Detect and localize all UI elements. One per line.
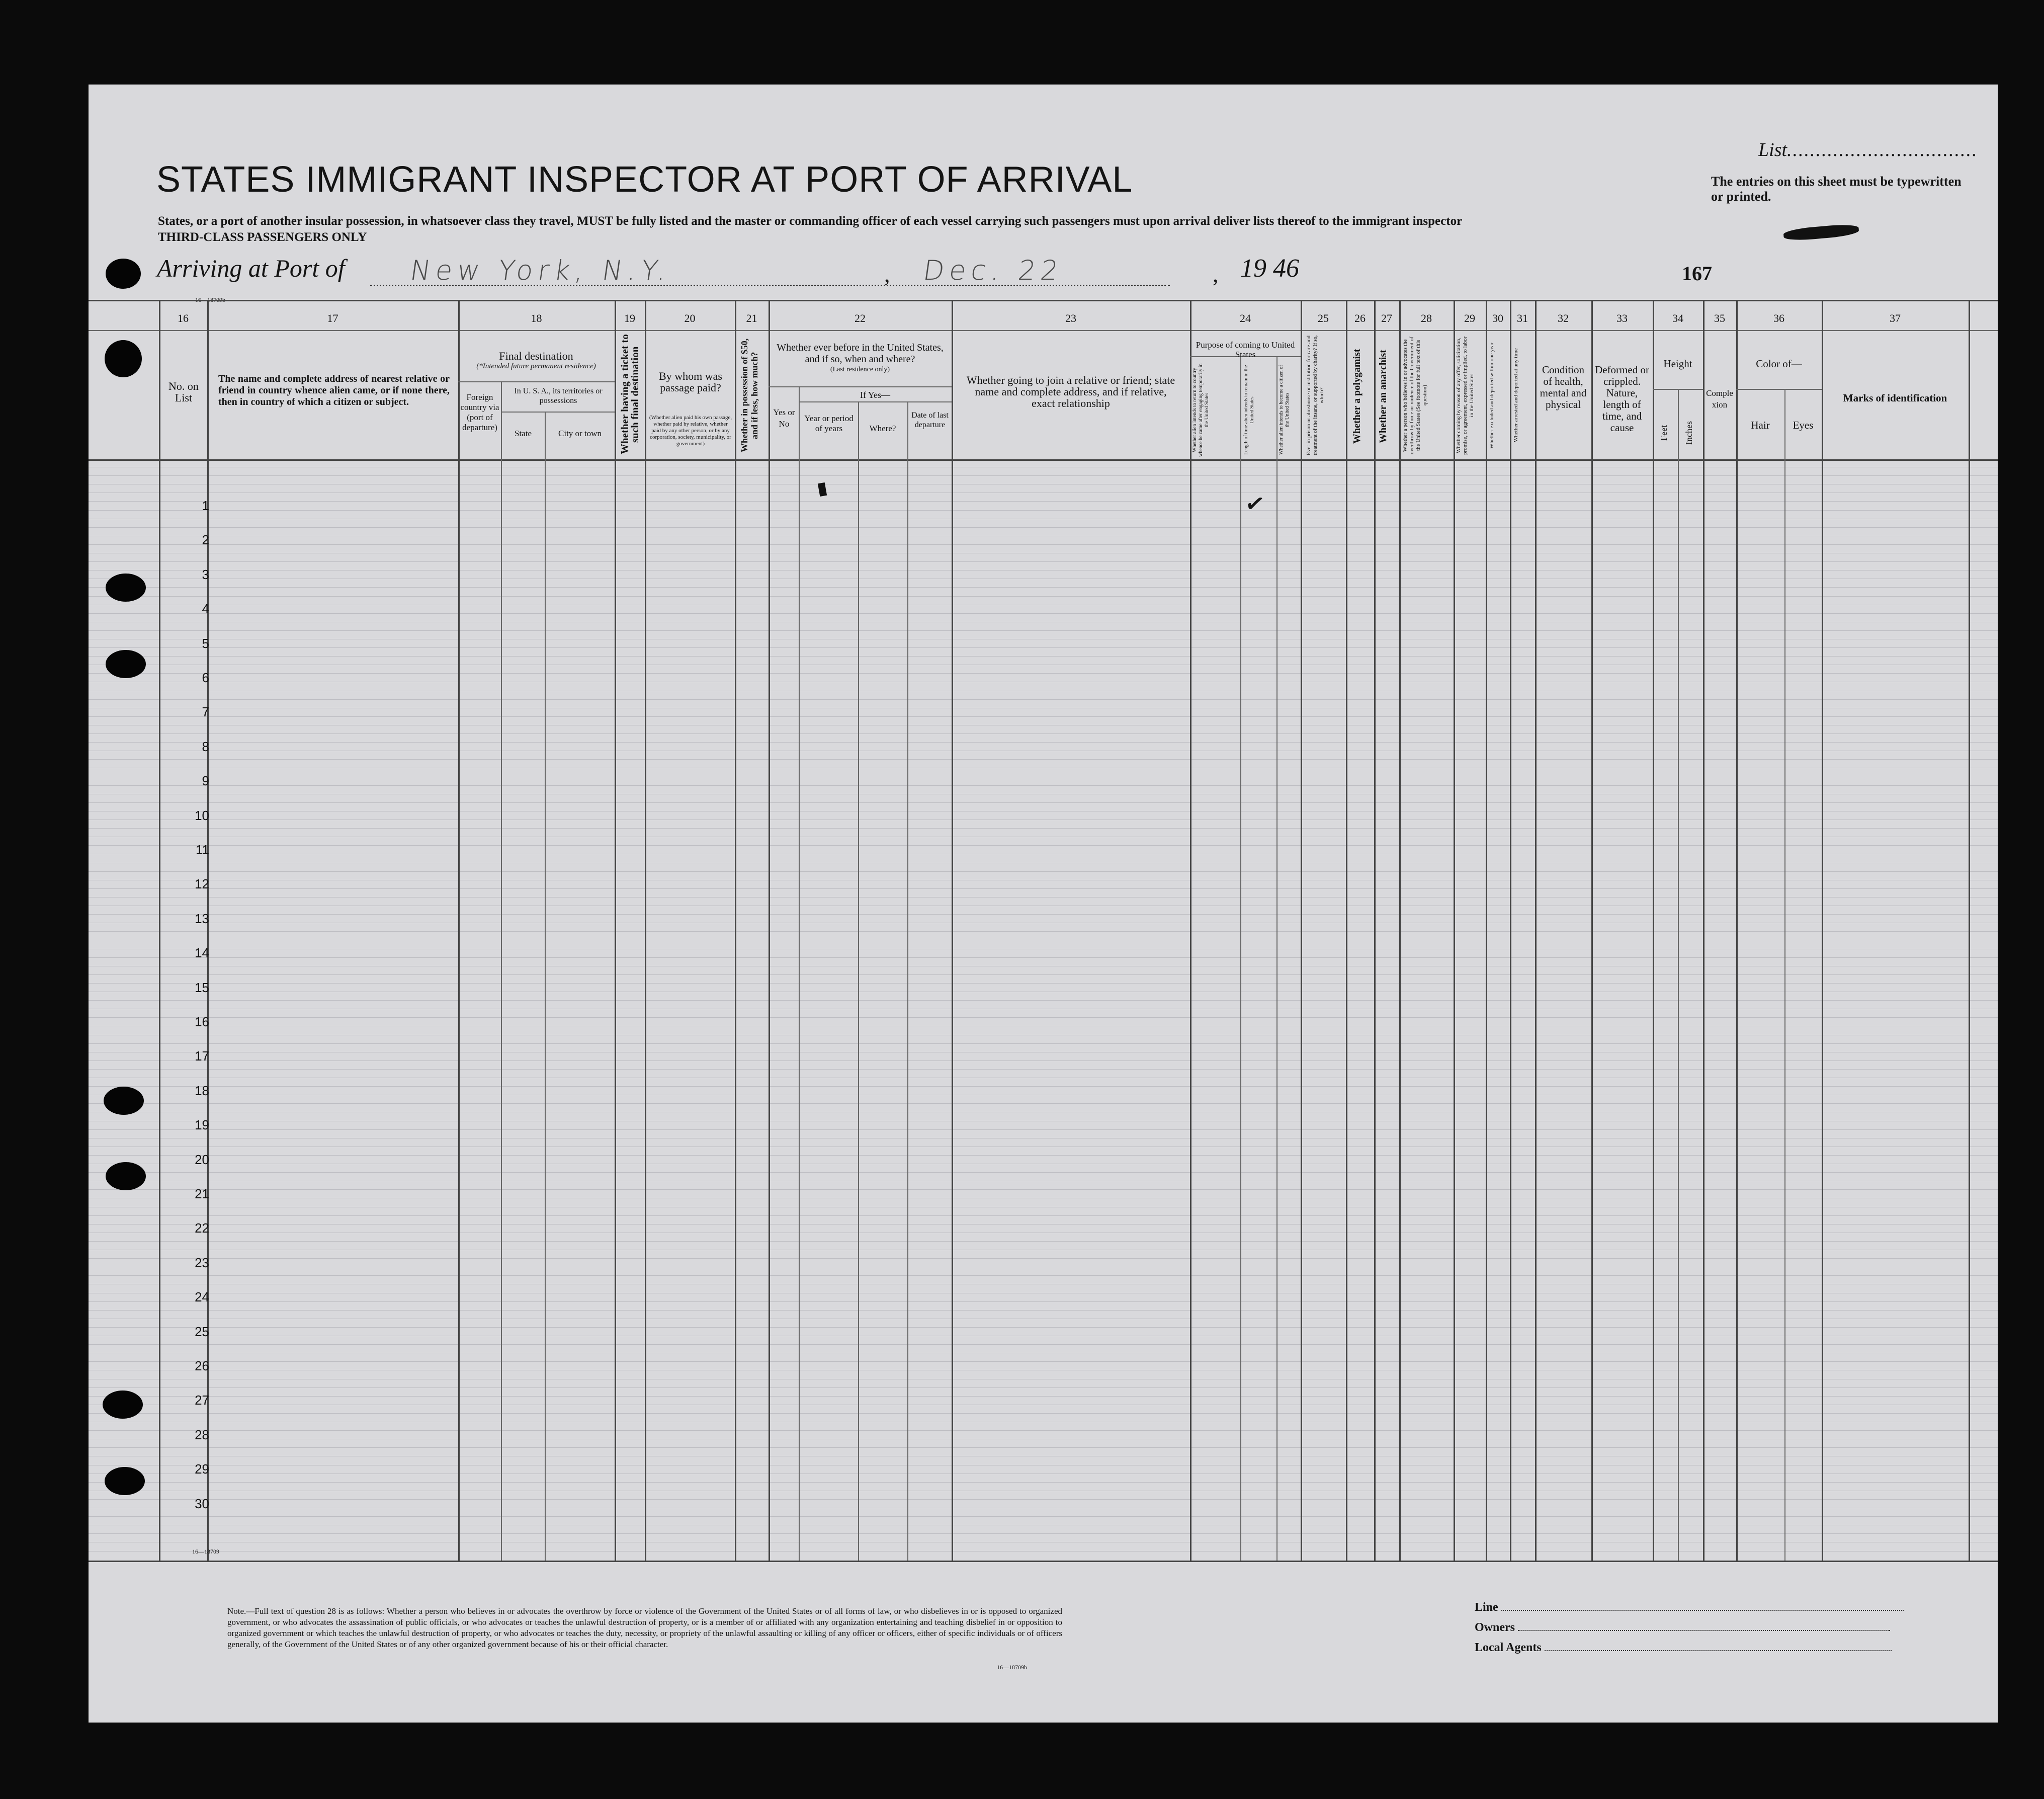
ruling-line xyxy=(89,931,1998,932)
footnote: Note.—Full text of question 28 is as follows: Whether a person who believes in or advocates the overthrow by force or violence of the Government of the United States or of all forms of law, or who disbelieves in or is opposed to organized government, or who advocates the assassination of public officials, or who advocates or teaches the unlawful destruction of property, or is a member of or affiliated with any organization entertaining and teaching disbelief in or opposition to organized government or which teaches the unlawful destruction of property, or who advocates or teaches the duty, necessity, or propriety of the unlawful assaulting or killing of any officer or officers, either of specific individuals or of officers generally, of the Government of the United States or of any other organized government because of his or their official character. xyxy=(227,1606,1062,1649)
col-line-25 xyxy=(1301,300,1302,1561)
col-line-37 xyxy=(1822,300,1823,1561)
list-label: List................................. xyxy=(1758,139,1978,160)
col-line-32 xyxy=(1535,300,1537,1561)
ruling-line xyxy=(89,759,1998,760)
manifest-sheet xyxy=(89,85,1998,1723)
ruling-line xyxy=(89,1310,1998,1311)
ink-mark xyxy=(818,482,827,497)
colnum-34: 34 xyxy=(1672,312,1683,324)
colnum-26: 26 xyxy=(1354,312,1366,324)
col-line-24 xyxy=(1190,300,1191,1561)
row-number: 4 xyxy=(202,601,209,616)
col-line-18 xyxy=(458,300,460,1561)
hdr-usa: In U. S. A., its territories or possessions xyxy=(514,387,603,405)
header-bottom-rule xyxy=(89,459,1998,461)
col-line-29 xyxy=(1454,300,1455,1561)
ruling-line xyxy=(89,871,1998,872)
col-line-36 xyxy=(1736,300,1738,1561)
ruling-line xyxy=(89,1086,1998,1087)
colnum-25: 25 xyxy=(1318,312,1329,324)
ruling-line xyxy=(89,1258,1998,1259)
colnum-35: 35 xyxy=(1714,312,1725,324)
row-number: 7 xyxy=(202,704,209,719)
hdr-marks: Marks of identification xyxy=(1843,392,1947,404)
row-number: 3 xyxy=(202,567,209,582)
ruling-line xyxy=(89,1000,1998,1001)
row-number: 17 xyxy=(195,1048,209,1064)
col-line-23 xyxy=(952,300,953,1561)
hdr-join-relative: Whether going to join a relative or friend; state name and complete address, and if relative, exact relationship xyxy=(966,374,1175,410)
row-number: 12 xyxy=(195,876,209,891)
row-number: 25 xyxy=(195,1324,209,1339)
rule-22-ifyes xyxy=(799,401,952,402)
ruling-line xyxy=(89,1189,1998,1190)
col-line-34 xyxy=(1653,300,1654,1561)
colnum-33: 33 xyxy=(1616,312,1628,324)
ruling-line xyxy=(89,596,1998,597)
col-line-20 xyxy=(645,300,646,1561)
form-subtitle: States, or a port of another insular possession, in whatsoever class they travel, MUST be fully listed and the master or commanding officer of each vessel carrying such passengers must upon arrival deliver lists thereof to the immigrant inspector xyxy=(158,214,1463,228)
ruling-line xyxy=(89,1327,1998,1328)
col-line-30 xyxy=(1486,300,1487,1561)
rule-18-sub xyxy=(458,381,615,382)
hdr-no-on-list: No. on List xyxy=(168,380,199,404)
col-line-22b xyxy=(799,386,800,1561)
ruling-line xyxy=(89,733,1998,734)
comma-1: , xyxy=(884,261,890,287)
row-number: 16 xyxy=(195,1014,209,1029)
row-number: 15 xyxy=(195,980,209,995)
ruling-line xyxy=(89,1103,1998,1104)
colnum-37: 37 xyxy=(1890,312,1901,324)
ruling-line xyxy=(89,1516,1998,1517)
form-title: STATES IMMIGRANT INSPECTOR AT PORT OF ARRIVAL xyxy=(156,159,1133,200)
comma-2: , xyxy=(1213,261,1219,287)
hdr-deformed: Deformed or crippled. Nature, length of time, and cause xyxy=(1595,364,1649,434)
hdr-arrested: Whether arrested and deported at any time xyxy=(1513,348,1519,443)
col-line-21 xyxy=(735,300,736,1561)
hdr-eyes: Eyes xyxy=(1793,419,1814,431)
ruling-line xyxy=(89,1344,1998,1345)
ruling-line xyxy=(89,1387,1998,1388)
body-bottom-rule xyxy=(89,1561,1998,1562)
hdr-if-yes: If Yes— xyxy=(860,390,890,400)
hdr-where: Where? xyxy=(869,424,896,433)
colnum-19: 19 xyxy=(624,312,635,324)
col-line-end xyxy=(1969,300,1970,1561)
col-line-26 xyxy=(1346,300,1347,1561)
col-line-16a xyxy=(159,300,160,1561)
ruling-line xyxy=(89,561,1998,562)
row-number: 29 xyxy=(195,1461,209,1477)
row-number: 6 xyxy=(202,670,209,685)
punch-hole xyxy=(105,340,142,377)
hdr-color-of: Color of— xyxy=(1756,358,1802,370)
ruling-line xyxy=(89,673,1998,674)
page-number: 167 xyxy=(1682,262,1712,285)
ruling-line xyxy=(89,845,1998,846)
col-line-22 xyxy=(769,300,770,1561)
punch-hole xyxy=(104,1087,144,1115)
row-number: 24 xyxy=(195,1289,209,1304)
port-handwritten: New York, N.Y. xyxy=(408,255,673,286)
ruling-line xyxy=(89,1155,1998,1156)
ruling-line xyxy=(89,510,1998,511)
date-handwritten: Dec. 22 xyxy=(921,255,1065,286)
ruling-line xyxy=(89,1361,1998,1362)
colnum-23: 23 xyxy=(1065,312,1076,324)
col-line-33 xyxy=(1591,300,1593,1561)
ruling-line xyxy=(89,716,1998,717)
rule-18-state xyxy=(501,412,615,413)
colnum-22: 22 xyxy=(855,312,866,324)
ruling-line xyxy=(89,1060,1998,1061)
punch-hole xyxy=(106,574,146,602)
punch-hole xyxy=(103,1391,143,1419)
row-number: 21 xyxy=(195,1186,209,1201)
col-line-27 xyxy=(1374,300,1376,1561)
hdr-final-destination-sub: (*Intended future permanent residence) xyxy=(476,362,596,370)
ruling-line xyxy=(89,1275,1998,1276)
check-mark: ✓ xyxy=(1243,489,1267,518)
hdr-health: Condition of health, mental and physical xyxy=(1540,364,1587,411)
hdr-passage-paid: By whom was passage paid? xyxy=(659,370,722,394)
ruling-line xyxy=(89,1241,1998,1242)
hdr-yes-no: Yes or No xyxy=(773,407,795,429)
row-number: 20 xyxy=(195,1152,209,1167)
ruling-line xyxy=(89,475,1998,476)
colnum-31: 31 xyxy=(1517,312,1528,324)
row-number: 14 xyxy=(195,945,209,960)
hdr-overthrow: Whether a person who believes in or advocates the overthrow by force or violence of the Government of the United States (See footnote for full text of this question) xyxy=(1402,337,1428,454)
colnum-30: 30 xyxy=(1492,312,1503,324)
ruling-line xyxy=(89,1017,1998,1018)
colnum-20: 20 xyxy=(684,312,696,324)
hdr-hair: Hair xyxy=(1751,419,1770,431)
col-line-19 xyxy=(615,300,616,1561)
row-number: 19 xyxy=(195,1117,209,1132)
hdr-foreign-country: Foreign country via (port of departure) xyxy=(460,392,499,432)
hdr-year-period: Year or period of years xyxy=(804,414,854,433)
hdr-feet: Feet xyxy=(1659,425,1669,441)
hdr-nearest-relative: The name and complete address of nearest relative or friend in country whence alien came, or if none there, then in country of which a citizen or subject. xyxy=(218,373,450,407)
ruling-line xyxy=(89,1447,1998,1448)
col-line-24c xyxy=(1276,356,1278,1561)
ruling-line xyxy=(89,699,1998,700)
row-number: 5 xyxy=(202,636,209,651)
header-num-rule xyxy=(89,330,1998,331)
colnum-29: 29 xyxy=(1464,312,1475,324)
ruling-line xyxy=(89,656,1998,657)
colnum-32: 32 xyxy=(1558,312,1569,324)
ruling-line xyxy=(89,544,1998,545)
ruling-line xyxy=(89,501,1998,502)
col-line-18b xyxy=(501,381,502,1561)
hdr-purpose-a: Whether alien intends to return to country whence he came after engaging temporarily in the United States xyxy=(1192,363,1210,457)
hdr-excluded: Whether excluded and deported within one year xyxy=(1489,342,1495,449)
hdr-polygamist: Whether a polygamist xyxy=(1351,349,1362,444)
header-top-rule xyxy=(89,300,1998,301)
col-line-22c xyxy=(858,401,859,1561)
ruling-line xyxy=(89,1430,1998,1431)
hdr-complexion: Complexion xyxy=(1706,388,1733,410)
hdr-passage-paid-sub: (Whether alien paid his own passage, whether paid by relative, whether paid by any other person, or by any corporation, society, municipality, or government) xyxy=(649,415,732,447)
ruling-line xyxy=(89,974,1998,975)
ruling-line xyxy=(89,742,1998,743)
row-number: 13 xyxy=(195,911,209,926)
ruling-line xyxy=(89,1301,1998,1302)
col-line-31 xyxy=(1510,300,1511,1561)
hdr-labor-offer: Whether coming by reason of any offer, solicitation, promise, or agreement, expressed or implied, to labor in the United States xyxy=(1456,336,1475,455)
rule-36-sub xyxy=(1736,389,1822,390)
ruling-line xyxy=(89,1499,1998,1500)
row-number: 11 xyxy=(196,842,209,857)
row-number: 26 xyxy=(195,1358,209,1373)
colnum-28: 28 xyxy=(1421,312,1432,324)
arriving-label: Arriving at Port of xyxy=(157,254,345,282)
hdr-prison: Ever in prison or almshouse or institution for care and treatment of the insane, or supported by charity? If so, which? xyxy=(1306,335,1325,456)
colnum-16: 16 xyxy=(178,312,189,324)
hdr-date-departure: Date of last departure xyxy=(911,411,949,429)
ruling-line xyxy=(89,1482,1998,1483)
ruling-line xyxy=(89,1396,1998,1397)
hdr-purpose-b: Length of time alien intends to remain in the United States xyxy=(1243,365,1255,455)
hdr-height: Height xyxy=(1663,358,1692,370)
ruling-line xyxy=(89,983,1998,984)
ruling-line xyxy=(89,647,1998,648)
row-number: 28 xyxy=(195,1427,209,1442)
ruling-line xyxy=(89,1069,1998,1070)
ruling-line xyxy=(89,587,1998,588)
hdr-ever-before: Whether ever before in the United States, and if so, when and where? xyxy=(777,342,944,365)
rule-34-sub xyxy=(1653,389,1703,390)
hdr-ever-before-sub: (Last residence only) xyxy=(830,366,890,373)
typewritten-note: The entries on this sheet must be typewritten or printed. xyxy=(1711,174,1962,204)
ruling-line xyxy=(89,1129,1998,1130)
ruling-line xyxy=(89,1043,1998,1044)
row-number: 27 xyxy=(195,1393,209,1408)
colnum-18: 18 xyxy=(531,312,542,324)
hdr-state: State xyxy=(515,429,532,438)
row-number: 22 xyxy=(195,1220,209,1236)
colnum-17: 17 xyxy=(327,312,338,324)
ruling-line xyxy=(89,630,1998,631)
form-code-right: 16—18709b xyxy=(997,1664,1027,1671)
row-number: 30 xyxy=(195,1496,209,1511)
col-line-36b xyxy=(1784,389,1785,1561)
row-number: 9 xyxy=(202,773,209,788)
ruling-line xyxy=(89,914,1998,915)
punch-hole xyxy=(106,259,141,289)
ruling-line xyxy=(89,1413,1998,1414)
col-line-22d xyxy=(907,401,908,1561)
col-line-18c xyxy=(545,412,546,1561)
hdr-purpose-c: Whether alien intends to become a citizen of the United States xyxy=(1279,365,1290,455)
row-number: 10 xyxy=(195,808,209,823)
ruling-line xyxy=(89,527,1998,528)
agents-field: Local Agents xyxy=(1475,1641,1957,1655)
ruling-line xyxy=(89,1172,1998,1173)
hdr-final-destination: Final destination xyxy=(499,350,573,362)
ruling-line xyxy=(89,802,1998,803)
row-number: 2 xyxy=(202,532,209,547)
ruling-line xyxy=(89,785,1998,786)
ruling-line xyxy=(89,1215,1998,1216)
ruling-line xyxy=(89,957,1998,958)
colnum-21: 21 xyxy=(746,312,757,324)
col-line-28 xyxy=(1399,300,1401,1561)
hdr-city: City or town xyxy=(558,429,602,438)
row-number: 23 xyxy=(195,1255,209,1270)
ruling-line xyxy=(89,1533,1998,1534)
punch-hole xyxy=(106,650,146,678)
hdr-inches: Inches xyxy=(1684,421,1694,445)
year: 19 46 xyxy=(1240,254,1299,283)
row-number: 8 xyxy=(202,739,209,754)
punch-hole xyxy=(105,1467,145,1495)
colnum-27: 27 xyxy=(1381,312,1392,324)
colnum-36: 36 xyxy=(1773,312,1784,324)
owners-field: Owners xyxy=(1475,1621,1957,1634)
class-line: THIRD-CLASS PASSENGERS ONLY xyxy=(158,230,367,244)
colnum-24: 24 xyxy=(1240,312,1251,324)
hdr-purpose: Purpose of coming to United States xyxy=(1196,340,1295,359)
row-number: 1 xyxy=(202,498,209,513)
form-code-left: 16—18709 xyxy=(192,1548,219,1555)
hdr-anarchist: Whether an anarchist xyxy=(1378,350,1389,443)
hdr-fifty-dollars: Whether in possession of $50, and if less, how much? xyxy=(739,338,759,453)
col-line-34b xyxy=(1678,389,1679,1561)
hdr-ticket: Whether having a ticket to such final destination xyxy=(619,334,641,455)
row-number: 18 xyxy=(195,1083,209,1098)
ruling-line xyxy=(89,613,1998,614)
col-line-35 xyxy=(1703,300,1705,1561)
ruling-line xyxy=(89,888,1998,889)
line-field: Line xyxy=(1475,1601,1957,1614)
rule-22-sub xyxy=(769,386,952,387)
stamp-mark xyxy=(1783,223,1859,242)
ruling-line xyxy=(89,828,1998,829)
col-line-24b xyxy=(1240,356,1241,1561)
punch-hole xyxy=(106,1162,146,1190)
